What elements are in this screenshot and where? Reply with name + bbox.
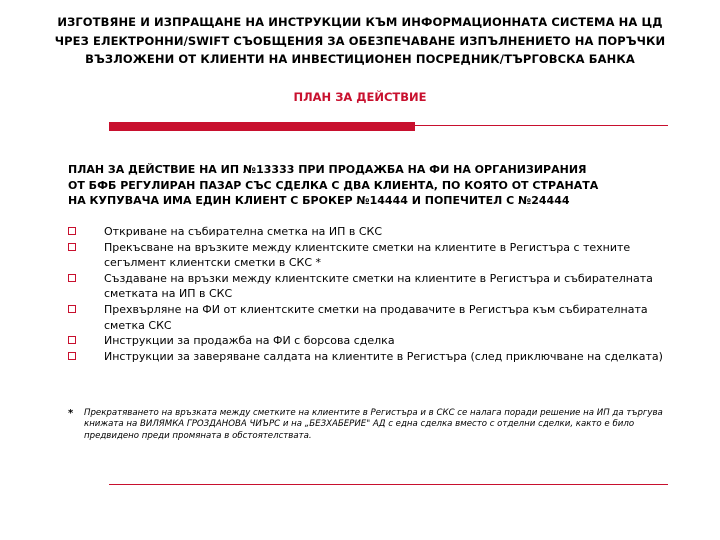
list-item-text: Инструкции за заверяване салдата на клиентите в Регистъра (след приключване на сделката) <box>104 349 663 363</box>
section-title-line: ПЛАН ЗА ДЕЙСТВИЕ НА ИП №13333 ПРИ ПРОДАЖБА НА ФИ НА ОРГАНИЗИРАНИЯ <box>68 163 587 176</box>
square-bullet-icon <box>68 336 76 344</box>
square-bullet-icon <box>68 274 76 282</box>
document-title-line: ЧРЕЗ ЕЛЕКТРОННИ/SWIFT СЪОБЩЕНИЯ ЗА ОБЕЗПЕЧАВАНЕ ИЗПЪЛНЕНИЕТО НА ПОРЪЧКИ <box>54 33 666 48</box>
document-subtitle: ПЛАН ЗА ДЕЙСТВИЕ <box>293 90 427 104</box>
square-bullet-icon <box>68 352 76 360</box>
section-title-line: НА КУПУВАЧА ИМА ЕДИН КЛИЕНТ С БРОКЕР №14444 И ПОПЕЧИТЕЛ С №24444 <box>68 194 570 207</box>
footnote-marker: * <box>68 408 74 419</box>
action-list <box>68 224 668 364</box>
list-item <box>68 224 668 240</box>
header-accent-bar <box>109 122 415 131</box>
list-item <box>68 333 668 349</box>
list-item <box>68 271 668 302</box>
footer-divider-line <box>109 484 668 485</box>
section-title-line: ОТ БФБ РЕГУЛИРАН ПАЗАР СЪС СДЕЛКА С ДВА КЛИЕНТА, ПО КОЯТО ОТ СТРАНАТА <box>68 178 599 192</box>
section-title <box>68 162 668 209</box>
list-item <box>68 240 668 271</box>
square-bullet-icon <box>68 227 76 235</box>
list-item <box>68 349 668 365</box>
square-bullet-icon <box>68 305 76 313</box>
list-item-text: Прекъсване на връзките между клиентските сметки на клиентите в Регистъра с техните сегълмент клиентски сметки в СКС * <box>104 240 631 270</box>
list-item-text: Прехвърляне на ФИ от клиентските сметки на продавачите в Регистъра към събирателната сметка СКС <box>104 302 648 332</box>
footnote <box>68 408 668 442</box>
document-title-line: ИЗГОТВЯНЕ И ИЗПРАЩАНЕ НА ИНСТРУКЦИИ КЪМ ИНФОРМАЦИОННАТА СИСТЕМА НА ЦД <box>57 15 663 29</box>
square-bullet-icon <box>68 243 76 251</box>
document-title-line: ВЪЗЛОЖЕНИ ОТ КЛИЕНТИ НА ИНВЕСТИЦИОНЕН ПОСРЕДНИК/ТЪРГОВСКА БАНКА <box>85 52 635 66</box>
list-item <box>68 302 668 333</box>
document-title <box>30 13 690 69</box>
list-item-text: Откриване на събирателна сметка на ИП в СКС <box>104 225 383 238</box>
list-item-text: Инструкции за продажба на ФИ с борсова сделка <box>104 334 395 348</box>
list-item-text: Създаване на връзки между клиентските сметки на клиентите в Регистъра и събирателната сметката на ИП в СКС <box>104 271 653 301</box>
footnote-text: Прекратяването на връзката между сметките на клиентите в Регистъра и в СКС се налага поради решение на ИП да търгува книжата на ВИЛЯМКА ГРОЗДАНОВА ЧИЪРС и на „БЕЗХАБЕРИЕ" АД с една сделка вместо с отделни сделки, както е било предвидено преди промяната в обстоятелствата. <box>84 408 663 441</box>
